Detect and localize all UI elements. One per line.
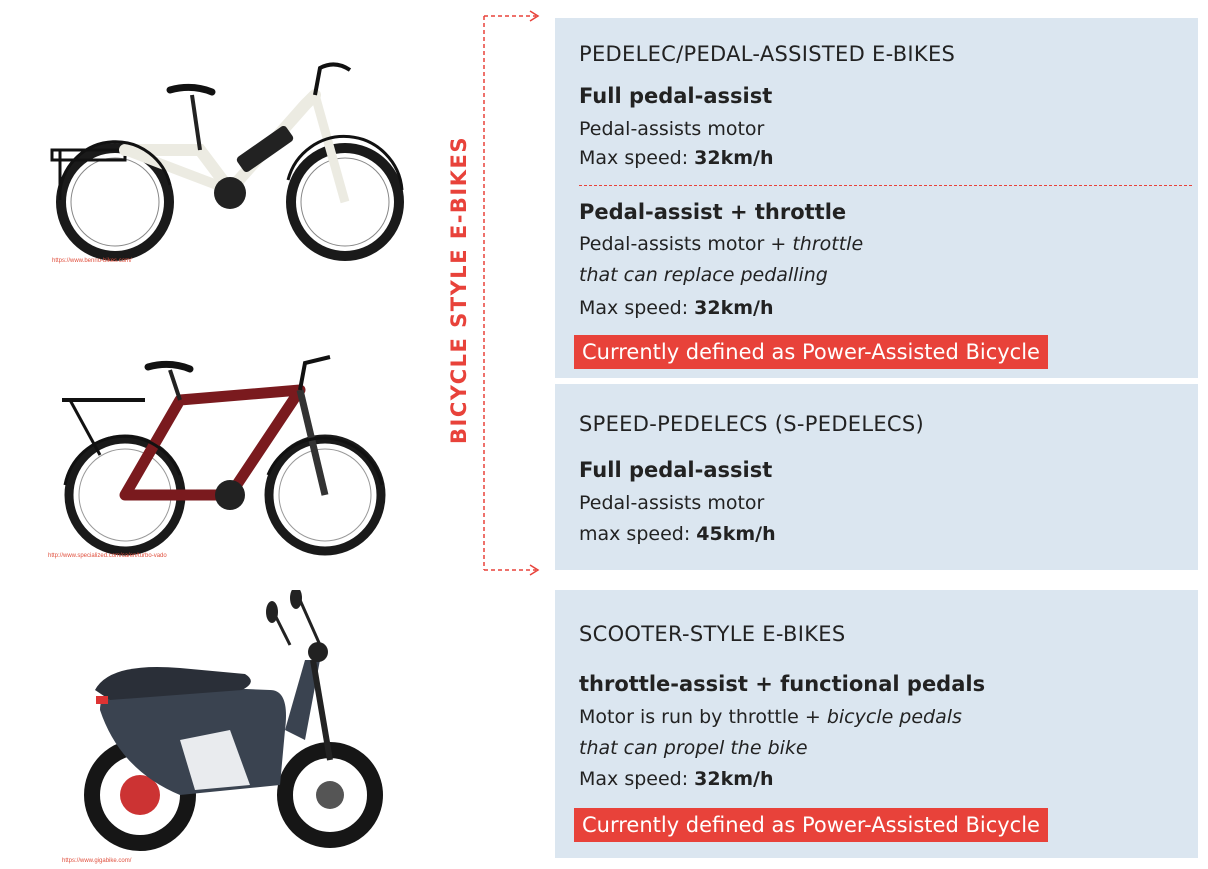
full-pedal-assist-desc: Pedal-assists motor bbox=[579, 118, 765, 140]
speed-value: 32km/h bbox=[694, 147, 774, 169]
speed-value: 45km/h bbox=[696, 523, 776, 545]
cargo-ebike-credit: https://www.benno-bikes.com/ bbox=[52, 258, 132, 264]
throttle-desc-italic-1: + throttle bbox=[770, 233, 864, 255]
spedelec-title: SPEED-PEDELECS (S-PEDELECS) bbox=[579, 412, 925, 436]
spedelec-feature-speed bbox=[579, 521, 776, 548]
feature-divider bbox=[579, 185, 1192, 186]
bicycle-style-label-text: BICYCLE STYLE E-BIKES bbox=[447, 136, 471, 444]
scooter-ebike-photo bbox=[30, 590, 422, 860]
spedelec-feature-desc: Pedal-assists motor bbox=[579, 492, 765, 514]
speed-value: 32km/h bbox=[694, 297, 774, 319]
scooter-desc-text: Motor is run by throttle bbox=[579, 706, 805, 728]
scooter-desc-italic-1: + bicycle pedals bbox=[804, 706, 962, 728]
category-bracket bbox=[478, 6, 558, 580]
commuter-ebike-icon bbox=[30, 345, 422, 560]
cargo-ebike-photo bbox=[30, 50, 422, 268]
scooter-feature-title: throttle-assist + functional pedals bbox=[579, 672, 986, 696]
bicycle-style-label bbox=[442, 120, 476, 460]
scooter-ebike-credit: https://www.gigabike.com/ bbox=[62, 858, 132, 864]
commuter-ebike-photo bbox=[30, 345, 422, 560]
scooter-feature-desc-1 bbox=[579, 704, 962, 731]
speed-label: Max speed: bbox=[579, 768, 695, 790]
pedelec-definition-badge: Currently defined as Power-Assisted Bicycle bbox=[574, 335, 1048, 369]
pedal-assist-throttle-speed bbox=[579, 295, 774, 322]
throttle-desc-text: Pedal-assists motor bbox=[579, 233, 771, 255]
pedal-assist-throttle-desc-2 bbox=[579, 262, 828, 289]
scooter-desc-italic-2: that can propel the bike bbox=[579, 737, 808, 759]
full-pedal-assist-title: Full pedal-assist bbox=[579, 84, 773, 108]
spedelec-box bbox=[555, 384, 1198, 570]
bracket-arrows-icon bbox=[478, 6, 558, 580]
scooter-ebike-icon bbox=[30, 590, 422, 860]
scooter-title: SCOOTER-STYLE E-BIKES bbox=[579, 622, 846, 646]
scooter-feature-speed bbox=[579, 766, 774, 793]
pedal-assist-throttle-title: Pedal-assist + throttle bbox=[579, 200, 847, 224]
pedal-assist-throttle-desc-1 bbox=[579, 231, 863, 258]
speed-label: Max speed: bbox=[579, 297, 695, 319]
scooter-feature-desc-2 bbox=[579, 735, 808, 762]
pedelec-box bbox=[555, 18, 1198, 378]
commuter-ebike-credit: http://www.specialized.com/ca/en/turbo-vado bbox=[48, 553, 167, 559]
speed-label: Max speed: bbox=[579, 147, 695, 169]
spedelec-feature-title: Full pedal-assist bbox=[579, 458, 773, 482]
pedelec-title: PEDELEC/PEDAL-ASSISTED E-BIKES bbox=[579, 42, 956, 66]
speed-value: 32km/h bbox=[694, 768, 774, 790]
speed-label: max speed: bbox=[579, 523, 697, 545]
throttle-desc-italic-2: that can replace pedalling bbox=[579, 264, 828, 286]
full-pedal-assist-speed bbox=[579, 145, 774, 172]
cargo-ebike-icon bbox=[30, 50, 422, 268]
scooter-definition-badge: Currently defined as Power-Assisted Bicycle bbox=[574, 808, 1048, 842]
